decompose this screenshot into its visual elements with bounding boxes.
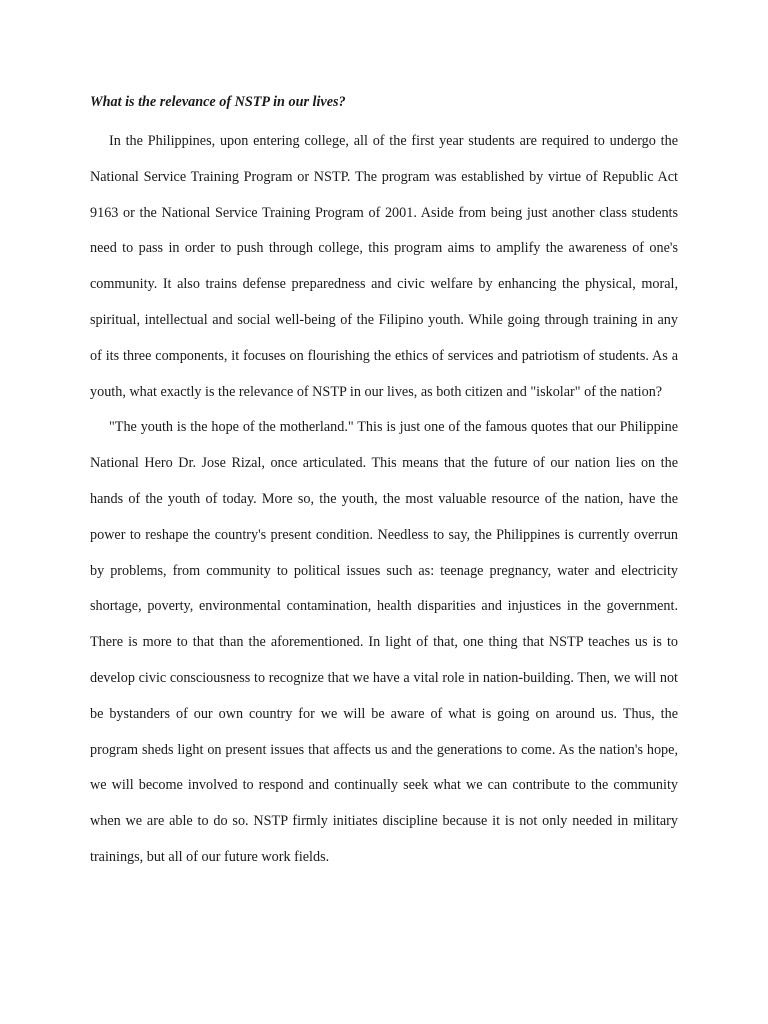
document-title: What is the relevance of NSTP in our lives? bbox=[90, 94, 346, 110]
paragraph-2: "The youth is the hope of the motherland." This is just one of the famous quotes that our Philippine National Hero Dr. Jose Rizal, once articulated. This means that the future of our nation lies on the hands of the youth of today. More so, the youth, the most valuable resource of the nation, have the power to reshape the country's present condition. Needless to say, the Philippines is currently overrun by problems, from community to political issues such as: teenage pregnancy, water and electricity shortage, poverty, environmental contamination, health disparities and injustices in the government. There is more to that than the aforementioned. In light of that, one thing that NSTP teaches us is to develop civic consciousness to recognize that we have a vital role in nation-building. Then, we will not be bystanders of our own country for we will be aware of what is going on around us. Thus, the program sheds light on present issues that affects us and the generations to come. As the nation's hope, we will become involved to respond and continually seek what we can contribute to the community when we are able to do so. NSTP firmly initiates discipline because it is not only needed in military trainings, but all of our future work fields. bbox=[90, 419, 678, 865]
paragraph-1: In the Philippines, upon entering college, all of the first year students are required to undergo the National Service Training Program or NSTP. The program was established by virtue of Republic Act 9163 or the National Service Training Program of 2001. Aside from being just another class students need to pass in order to push through college, this program aims to amplify the awareness of one's community. It also trains defense preparedness and civic welfare by enhancing the physical, moral, spiritual, intellectual and social well-being of the Filipino youth. While going through training in any of its three components, it focuses on flourishing the ethics of services and patriotism of students. As a youth, what exactly is the relevance of NSTP in our lives, as both citizen and "iskolar" of the nation? bbox=[90, 133, 678, 400]
document-body bbox=[90, 90, 678, 876]
